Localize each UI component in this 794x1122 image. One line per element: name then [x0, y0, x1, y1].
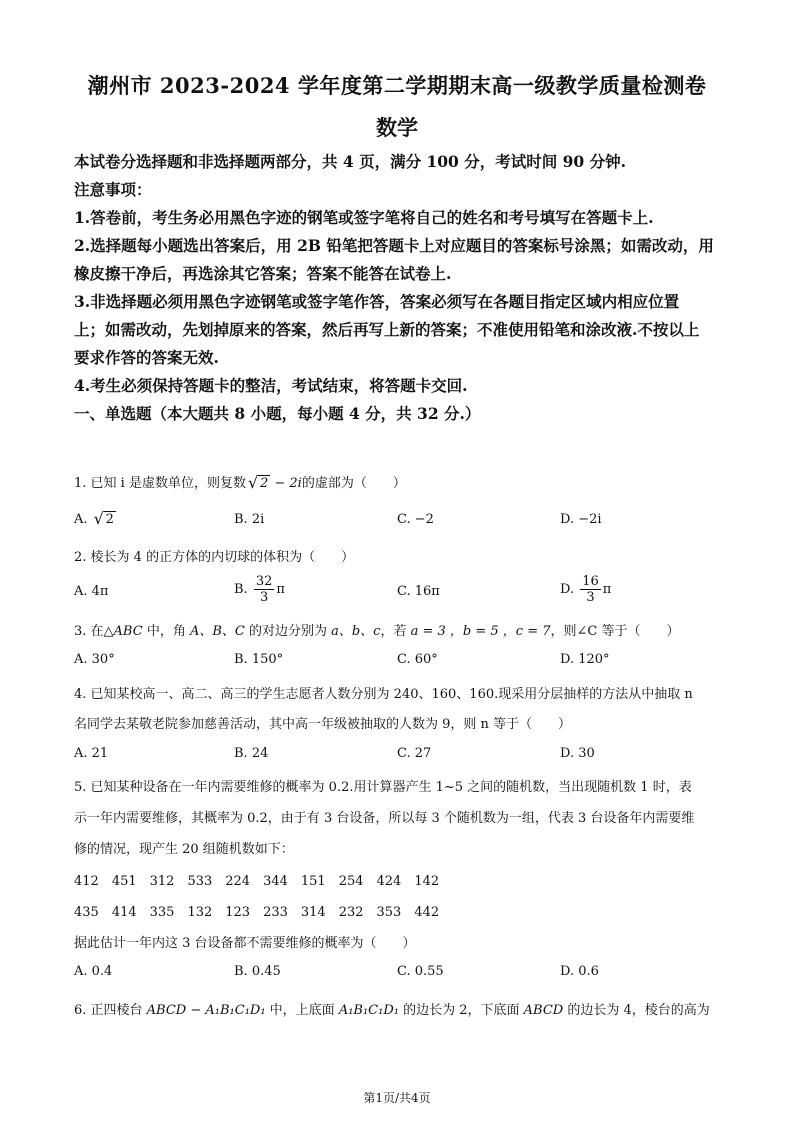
q1-post: 的虚部为（ ） — [301, 476, 406, 491]
q1-option-b: B. 2i — [234, 512, 265, 527]
q4-option-a: A. 21 — [74, 746, 109, 761]
question-4-line-2: 名同学去某敬老院参加慈善活动，其中高一年级被抽取的人数为 9，则 n 等于（ ） — [74, 717, 572, 732]
q1-expr: − 2i — [270, 476, 302, 491]
q3-post: ，则∠C 等于（ ） — [550, 624, 680, 639]
q4-option-c: C. 27 — [397, 746, 432, 761]
question-5-line-4: 据此估计一年内这 3 台设备都不需要维修的概率为（ ） — [74, 936, 416, 951]
q6-post: 的边长为 4，棱台的高为 — [563, 1003, 710, 1018]
note-item-2-line-1: 2.选择题每小题选出答案后，用 2B 铅笔把答题卡上对应题目的答案标号涂黑；如需改动，用 — [74, 236, 714, 255]
q5-option-b: B. 0.45 — [234, 964, 281, 979]
q5-option-a: A. 0.4 — [74, 964, 113, 979]
q6-solid: ABCD − A₁B₁C₁D₁ — [146, 1003, 266, 1018]
exam-subject: 数学 — [376, 115, 418, 140]
question-6-stem — [74, 999, 710, 1018]
q2-b-numerator: 32 — [255, 574, 273, 589]
q3-mid1: 中，角 — [142, 624, 190, 639]
question-3-stem — [74, 620, 680, 639]
q6-bottom-face: ABCD — [523, 1003, 564, 1018]
q1-option-a — [74, 512, 116, 527]
q3-angles: A、B、C — [189, 624, 245, 639]
q3-option-c: C. 60° — [397, 652, 438, 667]
q2-option-b — [234, 574, 285, 605]
q3-condition: a = 3 ，b = 5 ，c = 7 — [410, 624, 551, 639]
question-5-line-3: 修的情况，现产生 20 组随机数如下： — [74, 842, 294, 857]
instructions — [74, 148, 734, 428]
q2-b-label: B. — [234, 582, 248, 597]
page-number: 第1页/共4页 — [363, 1091, 431, 1105]
q6-top-face: A₁B₁C₁D₁ — [338, 1003, 399, 1018]
random-numbers-row-1: 412 451 312 533 224 344 151 254 424 142 — [74, 874, 440, 889]
q2-b-denominator: 3 — [259, 590, 269, 605]
notes-heading: 注意事项： — [74, 180, 152, 199]
q1-option-c: C. −2 — [397, 512, 434, 527]
section-heading: 一、单选题（本大题共 8 小题，每小题 4 分，共 32 分.） — [74, 404, 481, 423]
note-item-3-line-3: 要求作答的答案无效. — [74, 348, 219, 367]
q4-option-d: D. 30 — [560, 746, 595, 761]
note-item-1: 1.答卷前，考生务必用黑色字迹的钢笔或签字笔将自己的姓名和考号填写在答题卡上. — [74, 208, 654, 227]
q3-mid3: ，若 — [380, 624, 411, 639]
question-2-stem: 2. 棱长为 4 的正方体的内切球的体积为（ ） — [74, 550, 355, 565]
q6-pre: 6. 正四棱台 — [74, 1003, 147, 1018]
q2-b-pi: π — [276, 582, 285, 597]
question-4-line-1: 4. 已知某校高一、高二、高三的学生志愿者人数分别为 240、160、160.现采用分层抽样的方法从中抽取 n — [74, 687, 693, 702]
q3-sides: a、b、c — [331, 624, 381, 639]
q2-option-d — [560, 574, 611, 605]
note-item-3-line-2: 上；如需改动，先划掉原来的答案，然后再写上新的答案；不准使用铅笔和涂改液.不按以上 — [74, 320, 700, 339]
q6-mid2: 的边长为 2，下底面 — [398, 1003, 524, 1018]
q5-option-d: D. 0.6 — [560, 964, 599, 979]
intro-text: 本试卷分选择题和非选择题两部分，共 4 页，满分 100 分，考试时间 90 分钟. — [74, 152, 626, 171]
q2-d-denominator: 3 — [586, 590, 595, 605]
q2-option-c: C. 16π — [397, 584, 440, 599]
q3-option-d: D. 120° — [560, 652, 610, 667]
q1-a-radicand: 2 — [105, 512, 114, 527]
question-5-line-2: 示一年内需要维修，其概率为 0.2，由于有 3 台设备，所以每 3 个随机数为一组，代表 3 台设备年内需要维 — [74, 811, 695, 826]
q3-option-b: B. 150° — [234, 652, 284, 667]
q2-d-label: D. — [560, 582, 575, 597]
note-item-4: 4.考生必须保持答题卡的整洁，考试结束，将答题卡交回. — [74, 376, 468, 395]
q2-d-numerator: 16 — [582, 574, 599, 589]
q5-option-c: C. 0.55 — [397, 964, 444, 979]
q4-option-b: B. 24 — [234, 746, 269, 761]
q2-b-fraction — [254, 574, 275, 605]
q1-pre: 1. 已知 i 是虚数单位，则复数 — [74, 476, 246, 491]
q3-option-a: A. 30° — [74, 652, 115, 667]
q1-expression — [246, 476, 302, 491]
q1-a-label: A. — [74, 512, 88, 527]
question-1-stem — [74, 472, 406, 491]
question-5-line-1: 5. 已知某种设备在一年内需要维修的概率为 0.2.用计算器产生 1~5 之间的随机数，当出现随机数 1 时，表 — [74, 780, 692, 795]
note-item-3-line-1: 3.非选择题必须用黑色字迹钢笔或签字笔作答，答案必须写在各题目指定区域内相应位置 — [74, 292, 680, 311]
q3-mid2: 的对边分别为 — [244, 624, 332, 639]
q2-option-a: A. 4π — [74, 584, 109, 599]
q1-radicand: 2 — [259, 476, 269, 491]
q3-triangle: ABC — [113, 624, 143, 639]
q3-pre: 3. 在△ — [74, 624, 114, 639]
q2-d-fraction — [580, 574, 601, 605]
random-numbers-row-2: 435 414 335 132 123 233 314 232 353 442 — [74, 905, 440, 920]
note-item-2-line-2: 橡皮擦干净后，再选涂其它答案；答案不能答在试卷上. — [74, 264, 452, 283]
q6-mid1: 中，上底面 — [265, 1003, 339, 1018]
q1-option-d: D. −2i — [560, 512, 602, 527]
exam-title: 潮州市 2023-2024 学年度第二学期期末高一级教学质量检测卷 — [87, 73, 707, 98]
q2-d-pi: π — [602, 582, 612, 597]
